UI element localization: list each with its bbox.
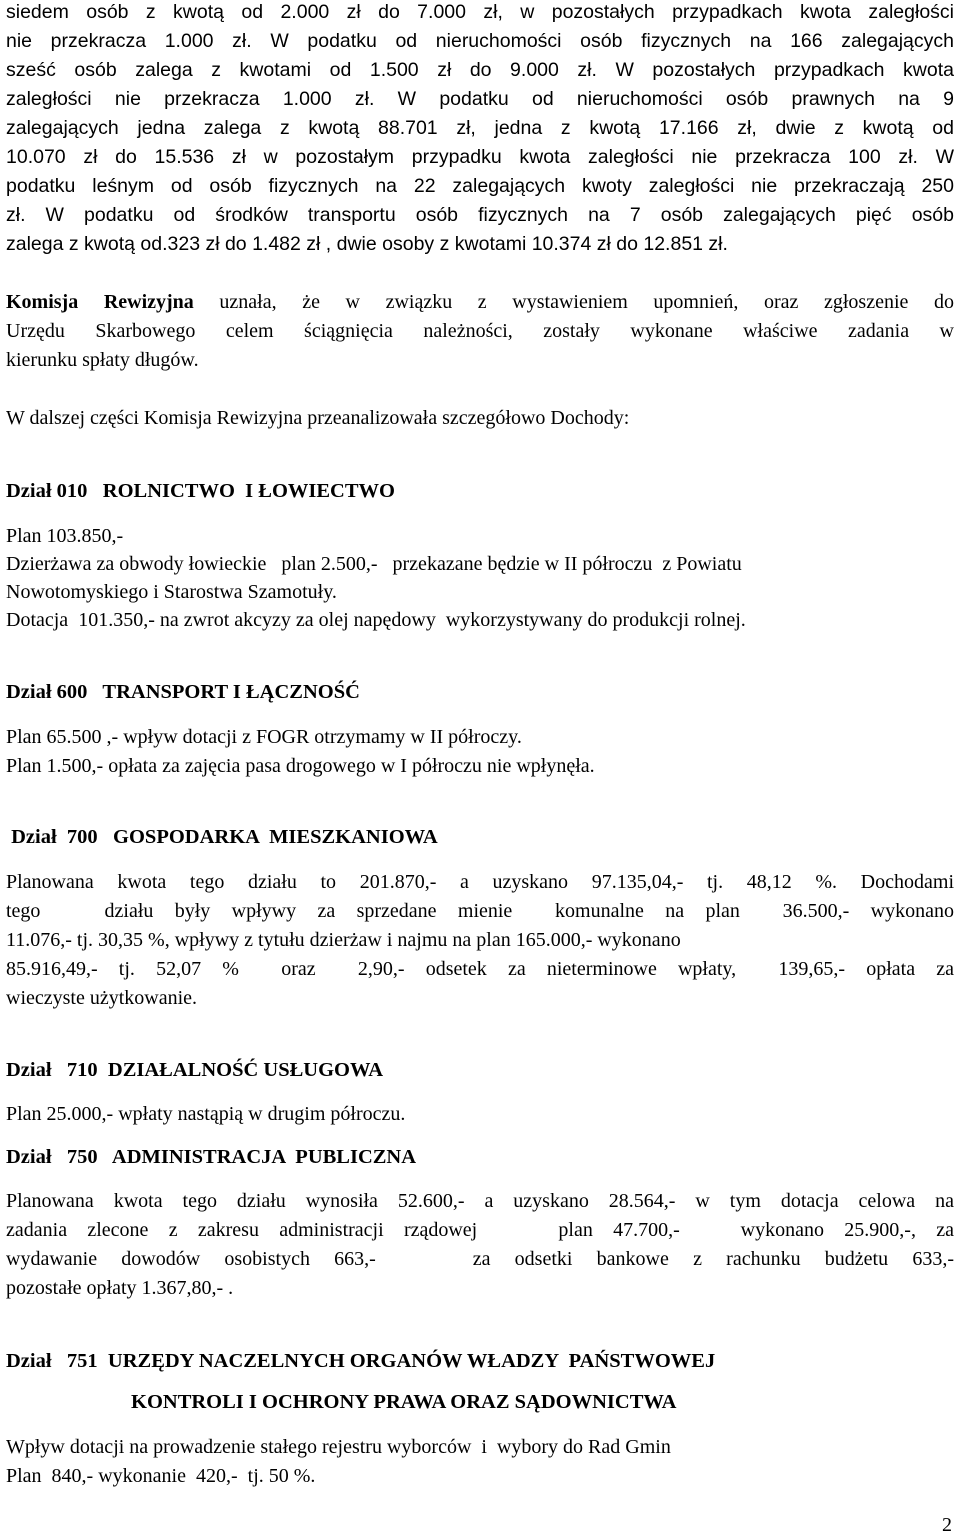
section-line: tego działu były wpływy za sprzedane mienie komunalne na plan 36.500,- wykonano: [6, 900, 954, 922]
paragraph-line: 10.070 zł do 15.536 zł w pozostałym przypadku kwota zaległości nie przekracza 100 zł. W: [6, 146, 954, 168]
komisja-line: kierunku spłaty długów.: [6, 349, 199, 371]
section-line: Plan 25.000,- wpłaty nastąpią w drugim półroczu.: [6, 1103, 406, 1125]
section-line: Dotacja 101.350,- na zwrot akcyzy za olej napędowy wykorzystywany do produkcji rolnej.: [6, 609, 746, 631]
section-line: Dzierżawa za obwody łowieckie plan 2.500,- przekazane będzie w II półroczu z Powiatu: [6, 553, 742, 575]
paragraph-line: zalega z kwotą od.323 zł do 1.482 zł , dwie osoby z kwotami 10.374 zł do 12.851 zł.: [6, 233, 728, 255]
section-line: Plan 65.500 ,- wpływ dotacji z FOGR otrzymamy w II półroczy.: [6, 726, 522, 748]
section-line: wydawanie dowodów osobistych 663,- za odsetki bankowe z rachunku budżetu 633,-: [6, 1248, 954, 1270]
section-heading: Dział 700 GOSPODARKA MIESZKANIOWA: [6, 826, 438, 848]
section-line: Plan 103.850,-: [6, 525, 124, 547]
paragraph-line: sześć osób zalega z kwotami od 1.500 zł do 9.000 zł. W pozostałych przypadkach kwota: [6, 59, 954, 81]
komisja-line: [6, 290, 954, 314]
section-line: zadania zlecone z zakresu administracji rządowej plan 47.700,- wykonano 25.900,-, za: [6, 1219, 954, 1241]
paragraph-line: siedem osób z kwotą od 2.000 zł do 7.000 zł, w pozostałych przypadkach kwota zaległości: [6, 1, 954, 23]
section-line: Planowana kwota tego działu to 201.870,- a uzyskano 97.135,04,- tj. 48,12 %. Dochodami: [6, 871, 954, 893]
section-line: pozostałe opłaty 1.367,80,- .: [6, 1277, 234, 1299]
section-heading: Dział 600 TRANSPORT I ŁĄCZNOŚĆ: [6, 681, 360, 703]
section-line: Plan 840,- wykonanie 420,- tj. 50 %.: [6, 1465, 316, 1487]
section-heading: Dział 750 ADMINISTRACJA PUBLICZNA: [6, 1146, 417, 1168]
section-heading: Dział 010 ROLNICTWO I ŁOWIECTWO: [6, 480, 395, 502]
section-line: 85.916,49,- tj. 52,07 % oraz 2,90,- odsetek za nieterminowe wpłaty, 139,65,- opłata za: [6, 958, 954, 980]
paragraph-line: zalegających jedna zalega z kwotą 88.701 zł, jedna z kwotą 17.166 zł, dwie z kwotą od: [6, 117, 954, 139]
paragraph-line: podatku leśnym od osób fizycznych na 22 zalegających kwoty zaległości nie przekraczają 250: [6, 175, 954, 197]
section-line: Nowotomyskiego i Starostwa Szamotuły.: [6, 581, 337, 603]
page-number: 2: [942, 1514, 952, 1536]
section-line: Planowana kwota tego działu wynosiła 52.600,- a uzyskano 28.564,- w tym dotacja celowa na: [6, 1190, 954, 1212]
paragraph-line: nie przekracza 1.000 zł. W podatku od nieruchomości osób fizycznych na 166 zalegających: [6, 30, 954, 52]
section-line: Wpływ dotacji na prowadzenie stałego rejestru wyborców i wybory do Rad Gmin: [6, 1436, 671, 1458]
paragraph-line: zł. W podatku od środków transportu osób fizycznych na 7 osób zalegających pięć osób: [6, 204, 954, 226]
section-heading: Dział 751 URZĘDY NACZELNYCH ORGANÓW WŁADZY PAŃSTWOWEJ: [6, 1350, 716, 1372]
section-heading: Dział 710 DZIAŁALNOŚĆ USŁUGOWA: [6, 1059, 384, 1081]
komisja-line1-text: uznała, że w związku z wystawieniem upomnień, oraz zgłoszenie do: [219, 291, 954, 313]
section-line: Plan 1.500,- opłata za zajęcia pasa drogowego w I półroczu nie wpłynęła.: [6, 755, 595, 777]
dochody-intro: W dalszej części Komisja Rewizyjna przeanalizowała szczegółowo Dochody:: [6, 407, 630, 429]
komisja-bold-lead: Komisja Rewizyjna: [6, 291, 194, 313]
section-heading-continuation: KONTROLI I OCHRONY PRAWA ORAZ SĄDOWNICTWA: [131, 1391, 677, 1413]
section-line: wieczyste użytkowanie.: [6, 987, 198, 1009]
paragraph-line: zaległości nie przekracza 1.000 zł. W podatku od nieruchomości osób prawnych na 9: [6, 88, 954, 110]
komisja-line: Urzędu Skarbowego celem ściągnięcia należności, zostały wykonane właściwe zadania w: [6, 320, 954, 342]
section-line: 11.076,- tj. 30,35 %, wpływy z tytułu dzierżaw i najmu na plan 165.000,- wykonano: [6, 929, 681, 951]
